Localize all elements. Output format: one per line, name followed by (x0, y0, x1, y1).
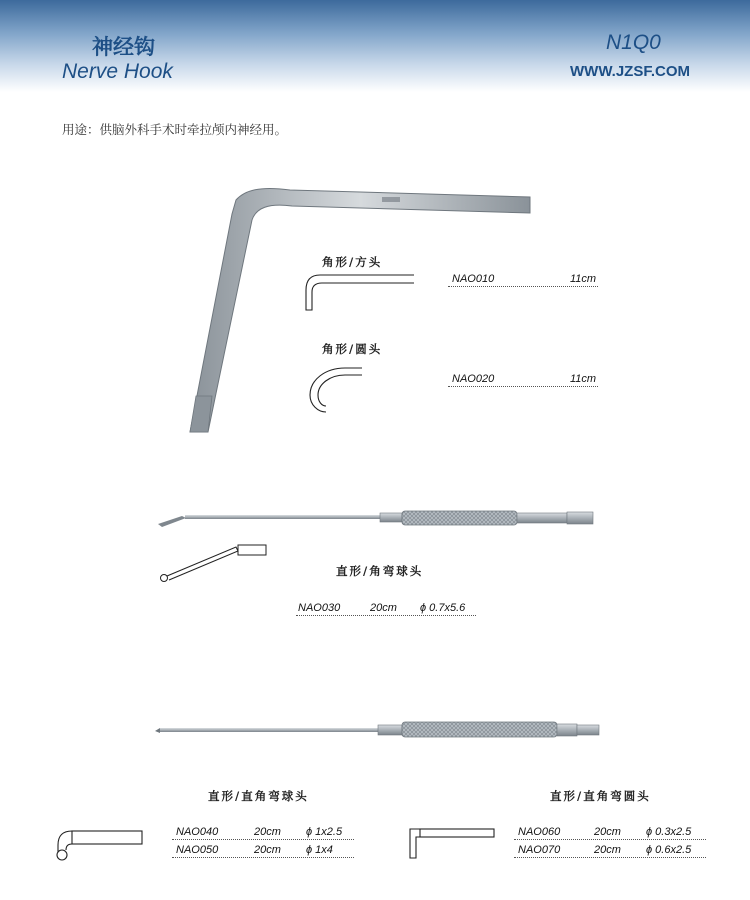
product-code: NAO010 (452, 273, 495, 285)
straight-angled-ball-label: 直形/角弯球头 (336, 564, 424, 578)
angled-round-label: 角形/圆头 (322, 342, 383, 356)
product-code: NAO060 (518, 826, 561, 838)
product-size: ϕ 0.7x5.6 (420, 602, 466, 614)
product-length: 11cm (570, 373, 597, 385)
website-link[interactable]: WWW.JZSF.COM (570, 63, 690, 80)
right-angle-round-tip-diagram (410, 829, 494, 858)
spec-row-nao020 (448, 372, 598, 387)
catalog-code: N1Q0 (606, 31, 661, 54)
spec-row-nao060 (514, 825, 706, 840)
angled-square-label: 角形/方头 (322, 255, 383, 269)
round-tip-diagram (310, 368, 362, 412)
product-code: NAO020 (452, 373, 495, 385)
right-angle-ball-tip-diagram (57, 831, 142, 860)
product-length: 20cm (254, 844, 281, 856)
product-code: NAO030 (298, 602, 341, 614)
usage-text: 用途：供脑外科手术时牵拉颅内神经用。 (62, 122, 288, 137)
product-size: ϕ 1x2.5 (306, 826, 343, 838)
spec-row-nao040 (172, 825, 354, 840)
product-length: 20cm (594, 826, 621, 838)
product-size: ϕ 1x4 (306, 844, 333, 856)
spec-row-nao010 (448, 272, 598, 287)
product-size: ϕ 0.3x2.5 (646, 826, 692, 838)
product-code: NAO050 (176, 844, 219, 856)
spec-row-nao070 (514, 843, 706, 858)
product-length: 20cm (254, 826, 281, 838)
spec-row-nao030 (296, 601, 476, 616)
spec-row-nao050 (172, 843, 354, 858)
product-code: NAO070 (518, 844, 561, 856)
ball-tip-probe-photo (158, 511, 593, 527)
angled-hook-photo (190, 188, 530, 432)
angled-ball-tip-diagram (161, 545, 267, 582)
straight-right-angle-round-label: 直形/直角弯圆头 (550, 789, 651, 803)
straight-right-angle-ball-label: 直形/直角弯球头 (208, 789, 309, 803)
product-code: NAO040 (176, 826, 219, 838)
product-size: ϕ 0.6x2.5 (646, 844, 692, 856)
product-length: 20cm (370, 602, 397, 614)
straight-probe-photo (155, 722, 599, 737)
page-title-cn: 神经钩 (92, 35, 155, 59)
square-tip-diagram (306, 275, 414, 310)
page-title-en: Nerve Hook (62, 60, 173, 83)
product-length: 11cm (570, 273, 597, 285)
product-length: 20cm (594, 844, 621, 856)
